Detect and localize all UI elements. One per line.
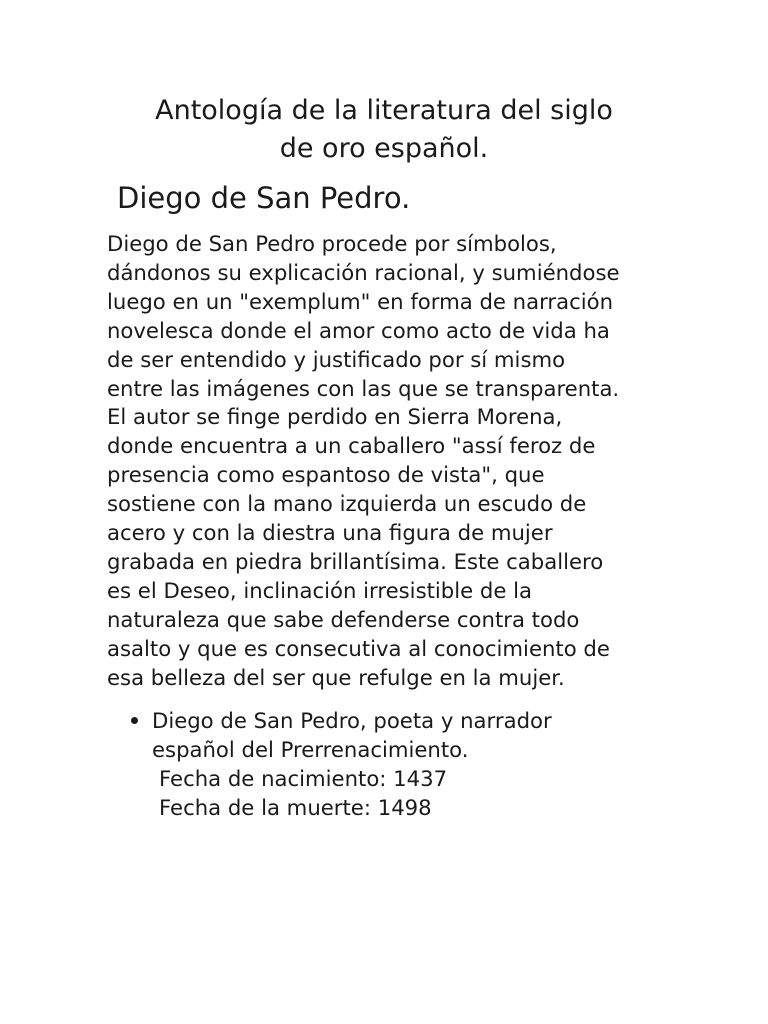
title-line: Antología de la literatura del siglo (155, 95, 613, 126)
paragraph-line: donde encuentra a un caballero "assí feroz de (107, 433, 596, 459)
list-item (128, 706, 648, 822)
bullet-icon (131, 717, 138, 724)
paragraph-line: acero y con la diestra una figura de mujer (107, 520, 553, 546)
paragraph-line: novelesca donde el amor como acto de vida ha (107, 317, 610, 343)
paragraph-line: naturaleza que sabe defenderse contra todo (107, 606, 580, 632)
paragraph-line: luego en un "exemplum" en forma de narración (107, 288, 614, 314)
paragraph-line: Diego de San Pedro procede por símbolos, (107, 231, 557, 256)
paragraph-line: El autor se finge perdido en Sierra Morena, (107, 404, 563, 430)
paragraph-line: grabada en piedra brillantísima. Este caballero (107, 548, 604, 574)
document-title (100, 92, 668, 168)
paragraph-line: sostiene con la mano izquierda un escudo de (107, 491, 587, 517)
section-heading: Diego de San Pedro. (117, 181, 411, 215)
death-date: Fecha de la muerte: 1498 (159, 795, 432, 820)
paragraph-line: dándonos su explicación racional, y sumiéndose (107, 259, 620, 285)
bio-description-line: Diego de San Pedro, poeta y narrador (152, 708, 552, 733)
bio-list (128, 706, 648, 822)
title-line: de oro español. (279, 133, 489, 164)
paragraph-line: asalto y que es consecutiva al conocimiento de (107, 635, 610, 661)
bio-description-line: español del Prerrenacimiento. (152, 737, 469, 762)
paragraph-line: de ser entendido y justificado por sí mismo (107, 346, 566, 372)
paragraph-line: presencia como espantoso de vista", que (107, 462, 545, 488)
paragraph-line: esa belleza del ser que refulge en la mujer. (107, 664, 565, 690)
paragraph-line: entre las imágenes con las que se transparenta. (107, 375, 620, 401)
paragraph-line: es el Deseo, inclinación irresistible de la (107, 577, 532, 603)
birth-date: Fecha de nacimiento: 1437 (159, 766, 448, 791)
body-paragraph (107, 230, 667, 693)
